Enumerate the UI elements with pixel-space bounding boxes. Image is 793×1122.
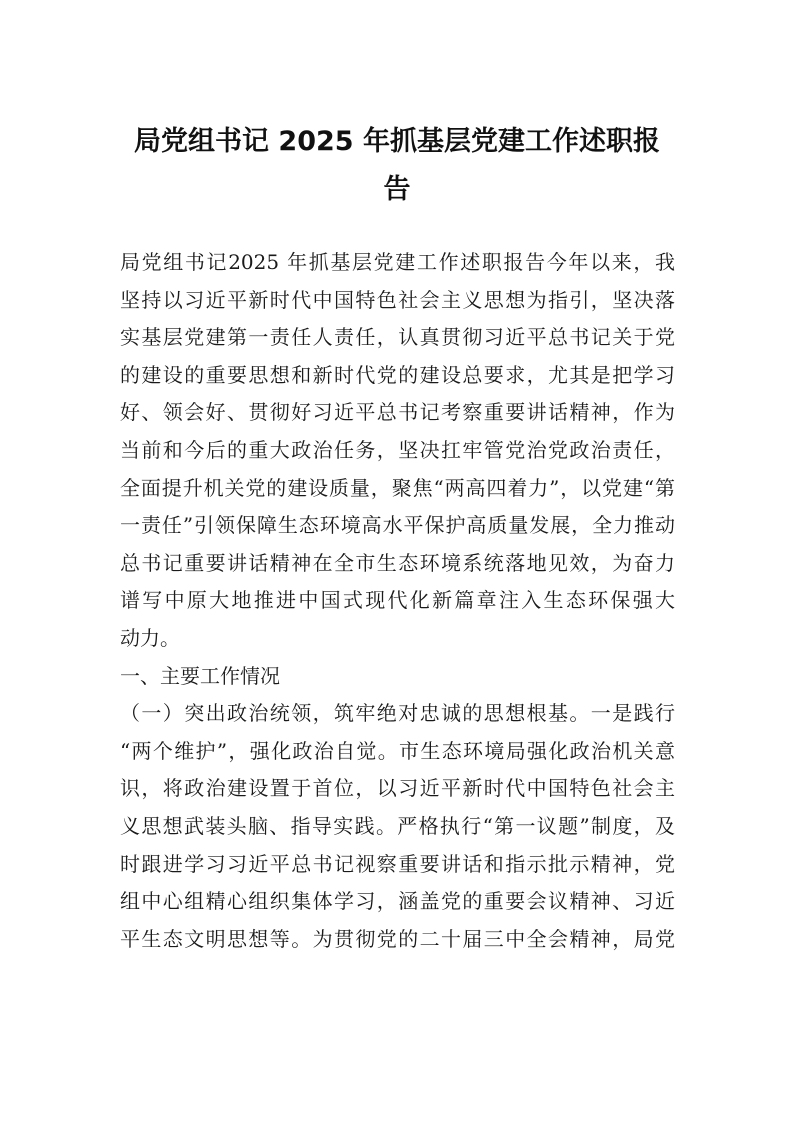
document-title [112,118,682,214]
body-line: 一责任”引领保障生态环境高水平保护高质量发展，全力推动 [120,513,675,538]
section-heading: 一、主要工作情况 [120,663,280,688]
body-line: 义思想武装头脑、指导实践。严格执行“第一议题”制度，及 [120,813,675,838]
body-line: 组中心组精心组织集体学习，涵盖党的重要会议精神、习近 [120,889,675,914]
body-line: 总书记重要讲话精神在全市生态环境系统落地见效，为奋力 [120,550,675,575]
body-line: 局党组书记2025 年抓基层党建工作述职报告今年以来，我 [120,250,675,274]
title-line-1: 局党组书记 2025 年抓基层党建工作述职报 [134,126,660,157]
body-line: 谱写中原大地推进中国式现代化新篇章注入生态环保强大 [120,588,675,613]
body-line: 坚持以习近平新时代中国特色社会主义思想为指引，坚决落 [120,287,675,312]
body-line: 好、领会好、贯彻好习近平总书记考察重要讲话精神，作为 [120,400,675,425]
body-line: （一）突出政治统领，筑牢绝对忠诚的思想根基。一是践行 [120,701,675,726]
body-line: “两个维护”，强化政治自觉。市生态环境局强化政治机关意 [120,738,675,763]
body-line: 全面提升机关党的建设质量，聚焦“两高四着力”，以党建“第 [120,475,675,500]
body-line: 动力。 [120,625,180,650]
body-line: 当前和今后的重大政治任务，坚决扛牢管党治党政治责任， [120,437,675,462]
body-line: 的建设的重要思想和新时代党的建设总要求，尤其是把学习 [120,362,675,387]
title-line-2: 告 [383,174,411,205]
body-line: 实基层党建第一责任人责任，认真贯彻习近平总书记关于党 [120,325,675,350]
body-line: 时跟进学习习近平总书记视察重要讲话和指示批示精神，党 [120,851,675,876]
document-body [120,244,675,958]
body-line: 平生态文明思想等。为贯彻党的二十届三中全会精神，局党 [120,926,675,951]
body-line: 识，将政治建设置于首位，以习近平新时代中国特色社会主 [120,776,675,801]
